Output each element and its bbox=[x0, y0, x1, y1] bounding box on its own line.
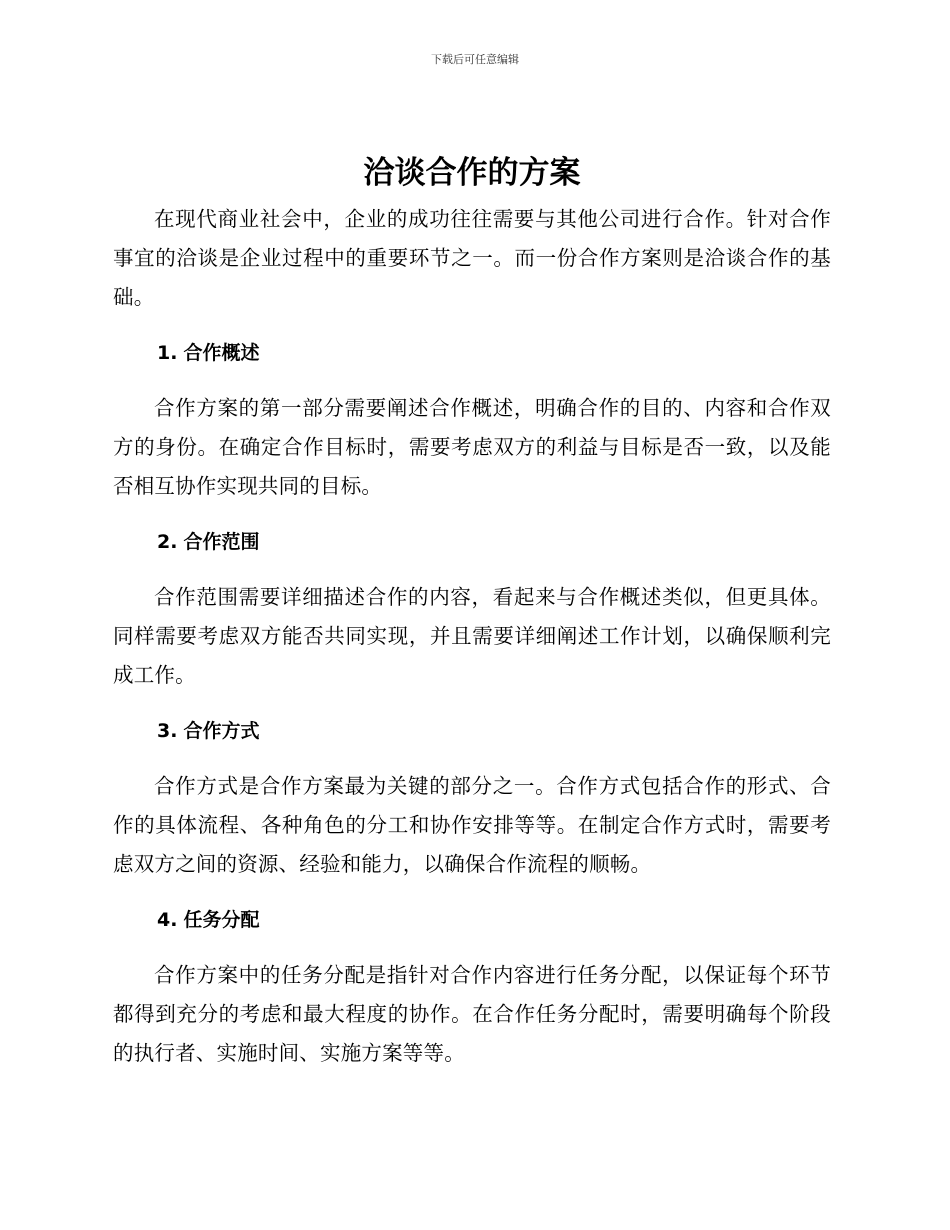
section-number: 1. bbox=[157, 342, 178, 364]
section-method bbox=[113, 712, 831, 884]
section-paragraph: 合作方式是合作方案最为关键的部分之一。合作方式包括合作的形式、合作的具体流程、各种角色的分工和协作安排等等。在制定合作方式时，需要考虑双方之间的资源、经验和能力，以确保合作流程的顺畅。 bbox=[113, 774, 831, 876]
document-body bbox=[113, 150, 831, 1073]
section-title: 合作范围 bbox=[183, 531, 260, 553]
intro-paragraph: 在现代商业社会中，企业的成功往往需要与其他公司进行合作。针对合作事宜的洽谈是企业过程中的重要环节之一。而一份合作方案则是洽谈合作的基础。 bbox=[113, 207, 831, 309]
document-title: 洽谈合作的方案 bbox=[363, 155, 581, 191]
section-heading bbox=[113, 523, 831, 562]
section-title: 任务分配 bbox=[183, 909, 260, 931]
section-paragraph: 合作方案的第一部分需要阐述合作概述，明确合作的目的、内容和合作双方的身份。在确定合作目标时，需要考虑双方的利益与目标是否一致，以及能否相互协作实现共同的目标。 bbox=[113, 396, 831, 498]
section-number: 4. bbox=[157, 909, 178, 931]
section-heading bbox=[113, 901, 831, 940]
section-number: 3. bbox=[157, 720, 178, 742]
section-number: 2. bbox=[157, 531, 178, 553]
section-heading bbox=[113, 712, 831, 751]
section-heading bbox=[113, 334, 831, 373]
section-scope bbox=[113, 523, 831, 695]
section-title: 合作方式 bbox=[183, 720, 260, 742]
section-paragraph: 合作方案中的任务分配是指针对合作内容进行任务分配，以保证每个环节都得到充分的考虑和最大程度的协作。在合作任务分配时，需要明确每个阶段的执行者、实施时间、实施方案等等。 bbox=[113, 963, 831, 1065]
section-overview bbox=[113, 334, 831, 506]
section-paragraph: 合作范围需要详细描述合作的内容，看起来与合作概述类似，但更具体。同样需要考虑双方能否共同实现，并且需要详细阐述工作计划，以确保顺利完成工作。 bbox=[113, 585, 831, 687]
section-title: 合作概述 bbox=[183, 342, 260, 364]
section-tasks bbox=[113, 901, 831, 1073]
header-note: 下载后可任意编辑 bbox=[431, 53, 519, 66]
